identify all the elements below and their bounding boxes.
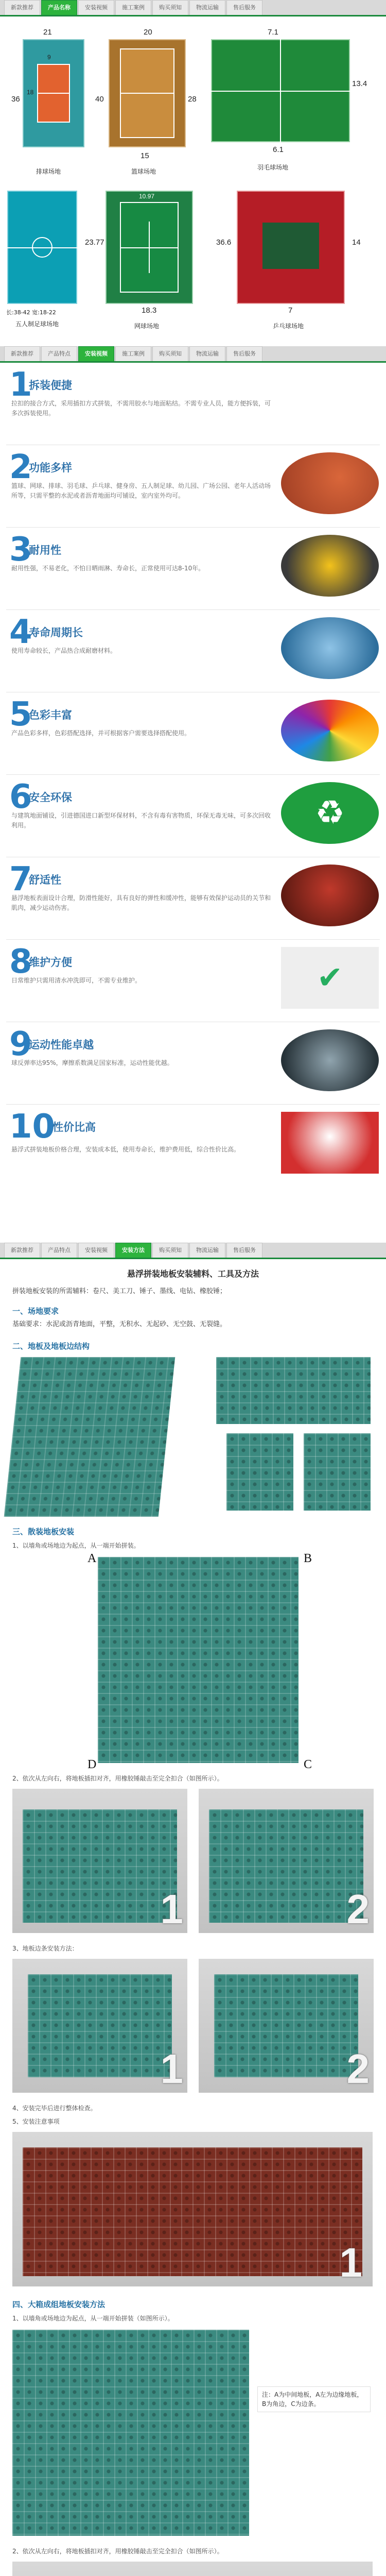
install-photo: 1 (12, 2132, 373, 2286)
tab-cases[interactable]: 施工案例 (115, 346, 151, 361)
tile-detail-photo (226, 1433, 293, 1511)
feature-item: 5 色彩丰富 产品色彩多样，色彩搭配选择，并可根据客户需要选择搭配使用。 (6, 697, 380, 775)
tab-bar (0, 1243, 386, 1259)
step-text: 5、安装注意事项 (12, 2118, 60, 2125)
feature-item: 2 功能多样 篮球、网球、排球、羽毛球、乒乓球、健身房、五人制足球、幼儿园、广场公园、老年人活动场所等，只需平整的水泥或者沥青地面均可铺设，室内室外均可。 (6, 449, 380, 528)
feature-item: 4 寿命周期长 使用寿命较长，产品热合成耐磨材料。 (6, 614, 380, 692)
basketball-court: 20 40 15 28 篮球场地 (95, 28, 197, 175)
tab-product[interactable]: 产品名称 (41, 0, 77, 15)
sprinters-image (281, 1029, 379, 1091)
futsal-court (5, 187, 82, 341)
feature-item: 9 运动性能卓越 球反弹率达95%，摩擦系数满足国家标准，运动性能优越。 (6, 1026, 380, 1105)
clock-image (281, 617, 379, 679)
feature-item: 7 舒适性 悬浮地板表面设计合理，防滑性能好，具有良好的弹性和缓冲性，能够有效保护运动员的关节和肌肉，减少运动伤害。 (6, 861, 380, 940)
feature-item: 1 拆装便捷 拉扣的接合方式，采用插扣方式拼装，不需用胶水与地面粘结。不需专业人员，能方便拆装，可多次拆装使用。 (6, 367, 380, 445)
install-note: 注：A为中间地板，A左为边缘地板，B为角边，C为边条。 (257, 2386, 371, 2412)
tab-video[interactable]: 安装视频 (78, 0, 114, 15)
tab-logistics[interactable]: 物流运输 (189, 1243, 225, 1258)
value-image (281, 1112, 379, 1174)
large-tile-diagram (12, 2330, 249, 2536)
recycle-icon: ♻ (281, 782, 379, 844)
section-heading: 三、散装地板安装 (12, 1527, 75, 1536)
tab-bar (0, 346, 386, 363)
volleyball-label: 排球场地 (36, 168, 61, 175)
tab-service[interactable]: 售后服务 (226, 1243, 262, 1258)
pingpong-label: 乒乓球场地 (273, 323, 304, 330)
step-text: 2、依次从左向右，将地板插扣对齐，用橡胶锤敲击至完全扣合（如图所示）。 (12, 2548, 223, 2555)
install-section: 悬浮拼装地板安装辅料、工具及方法 拼装地板安装的所需辅料：卷尺、美工刀、锤子、墨线、电钻、橡胶锤； 一、场地要求 基础要求：水泥或沥青地面，平整，无积水、无起砂、无空鼓、无裂缝。 二、地板及地板边结构 三、散装地板安装 1、以墙角或场地边为起点，从一端开始拼装。 A B D C 2、依次从左向右，将地板插扣对齐，用橡胶锤敲击至完全扣合（如图所示）。 1 2 3、地板边条安装方法： 1 2 4、安装完毕后进行整体检查。 5、安装注意事项 1 四、大箱成组地板安装方法 1、以墙角或场地边为起点，从一端开始拼装（如图所示）。 注：A为中间地板，A左为边缘地板，B为角边，C为边条。 2、依次从左向右，将地板插扣对齐，用橡胶锤敲击至完全扣合（如图所示）。 (0, 1263, 386, 2576)
install-title: 悬浮拼装地板安装辅料、工具及方法 (127, 1269, 259, 1279)
tab-service[interactable]: 售后服务 (226, 0, 262, 15)
volleyball-court: 21 36 9 18 排球场地 (11, 28, 89, 182)
install-photo: 2 (199, 1789, 374, 1933)
pingpong-court: 36.6 14 7 乒乓球场地 (206, 187, 376, 341)
section-heading: 二、地板及地板边结构 (12, 1342, 90, 1351)
feature-item: 8 维护方便 日常维护只需用清水冲洗即可，不需专业维护。 ✔ (6, 944, 380, 1022)
color-swatch-image (281, 700, 379, 761)
futsal-size: 长:38-42 宽:18-22 (6, 309, 56, 316)
tile-structure-photo (4, 1357, 176, 1517)
badminton-label: 羽毛球场地 (257, 164, 289, 171)
grid-diagram (98, 1557, 299, 1763)
install-photo: 2 (199, 1959, 374, 2093)
feature-item: 3 耐用性 耐用性强，不易老化，不怕日晒雨淋、寿命长，正常使用可达8-10年。 (6, 532, 380, 610)
section-heading: 四、大箱成组地板安装方法 (12, 2300, 106, 2309)
install-intro: 拼装地板安装的所需辅料：卷尺、美工刀、锤子、墨线、电钻、橡胶锤； (12, 1287, 227, 1295)
feature-item: 6 安全环保 与建筑地面铺设，引进德国进口新型环保材料，不含有毒有害物质，环保无毒无味，可多次回收利用。 ♻ (6, 779, 380, 857)
comfort-image (281, 865, 379, 926)
step-text: 3、地板边条安装方法： (12, 1945, 78, 1952)
section-text: 基础要求：水泥或沥青地面，平整，无积水、无起砂、无空鼓、无裂缝。 (12, 1320, 227, 1328)
step-text: 2、依次从左向右，将地板插扣对齐，用橡胶锤敲击至完全扣合（如图所示）。 (12, 1775, 223, 1782)
tennis-court: 23.77 10.97 18.3 网球场地 (85, 187, 201, 341)
tab-bar (0, 0, 386, 16)
court-diagrams (0, 16, 386, 346)
tab-cases[interactable]: 施工案例 (115, 0, 151, 15)
tab-notice[interactable]: 购买须知 (152, 346, 188, 361)
tab-product[interactable]: 产品特点 (41, 346, 77, 361)
tab-new[interactable]: 新款推荐 (4, 1243, 40, 1258)
tab-notice[interactable]: 购买须知 (152, 1243, 188, 1258)
section-heading: 一、场地要求 (12, 1307, 59, 1316)
tab-install[interactable]: 安装方法 (115, 1243, 151, 1258)
futsal-label: 五人制足球场地 (15, 320, 59, 328)
running-track-image (281, 452, 379, 514)
step-text: 1、以墙角或场地边为起点，从一端开始拼装（如图所示）。 (12, 2315, 174, 2322)
feature-list (0, 367, 386, 1242)
tab-service[interactable]: 售后服务 (226, 346, 262, 361)
tab-video[interactable]: 安装视频 (78, 1243, 114, 1258)
install-photo (12, 2562, 373, 2576)
feature-item: 10 性价比高 悬浮式拼装地板价格合理，安装成本低，使用寿命长，维护费用低，综合性价比高。 (6, 1109, 380, 1217)
step-text: 4、安装完毕后进行整体检查。 (12, 2105, 97, 2112)
tab-new[interactable]: 新款推荐 (4, 346, 40, 361)
tab-new[interactable]: 新款推荐 (4, 0, 40, 15)
tab-logistics[interactable]: 物流运输 (189, 0, 225, 15)
basketball-label: 篮球场地 (131, 168, 156, 175)
tile-detail-photo (304, 1433, 371, 1511)
athlete-image (281, 535, 379, 597)
tennis-label: 网球场地 (134, 323, 160, 330)
tab-features[interactable]: 产品特点 (41, 1243, 77, 1258)
install-photo: 1 (12, 1959, 187, 2093)
install-photo: 1 (12, 1789, 187, 1933)
badminton-court: 7.1 13.4 6.1 羽毛球场地 (206, 28, 376, 182)
edge-strip-photo (216, 1357, 371, 1424)
tab-logistics[interactable]: 物流运输 (189, 346, 225, 361)
step-text: 1、以墙角或场地边为起点，从一端开始拼装。 (12, 1542, 140, 1549)
tab-features[interactable]: 安装视频 (78, 346, 114, 361)
tab-notice[interactable]: 购买须知 (152, 0, 188, 15)
check-icon: ✔ (281, 947, 379, 1009)
